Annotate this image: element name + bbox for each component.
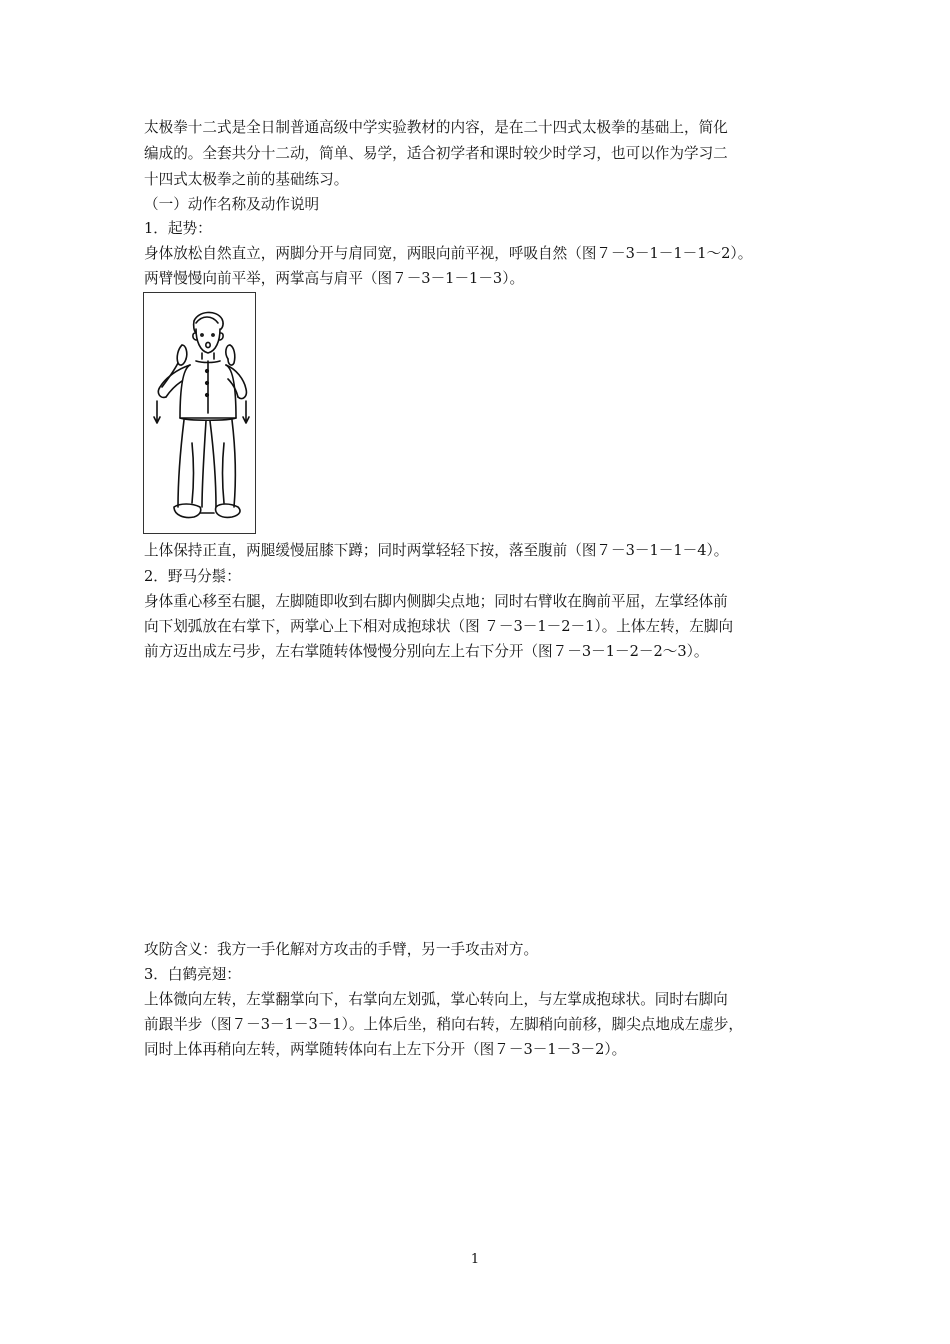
- move-2-text-line-1: 身体重心移至右腿，左脚随即收到右脚内侧脚尖点地；同时右臂收在胸前平屈，左掌经体前: [144, 593, 728, 610]
- move-3-text-line-2: 前跟半步（图７－3－1－3－1）。上体后坐，稍向右转，左脚稍向前移，脚尖点地成左虚步，: [144, 1016, 743, 1033]
- move-1-text-line-1: 身体放松自然直立，两脚分开与肩同宽，两眼向前平视，呼吸自然（图７－3－1－1－1～2）。: [144, 245, 753, 262]
- move-3-text-line-3: 同时上体再稍向左转，两掌随转体向右上左下分开（图７－3－1－3－2）。: [144, 1041, 627, 1058]
- move-2-text-line-3: 前方迈出成左弓步，左右掌随转体慢慢分别向左上右下分开（图７－3－1－2－2～3）。: [144, 643, 709, 660]
- move-2-meaning: 攻防含义：我方一手化解对方攻击的手臂，另一手攻击对方。: [144, 941, 539, 958]
- page-number: 1: [470, 1252, 480, 1267]
- move-3-heading: 3．白鹤亮翅：: [144, 966, 241, 983]
- move-1-text-line-3: 上体保持正直，两腿缓慢屈膝下蹲；同时两掌轻轻下按，落至腹前（图７－3－1－1－4）。: [144, 542, 729, 559]
- intro-line-1: 太极拳十二式是全日制普通高级中学实验教材的内容，是在二十四式太极拳的基础上，简化: [144, 119, 728, 136]
- move-2-heading: 2．野马分鬃：: [144, 568, 241, 585]
- section-heading: （一）动作名称及动作说明: [144, 196, 320, 213]
- move-1-heading: 1．起势：: [144, 220, 212, 237]
- qishi-figure-illustration: [143, 292, 256, 534]
- move-1-text-line-2: 两臂慢慢向前平举，两掌高与肩平（图７－3－1－1－3）。: [144, 270, 525, 287]
- move-3-text-line-1: 上体微向左转，左掌翻掌向下，右掌向左划弧，掌心转向上，与左掌成抱球状。同时右脚向: [144, 991, 728, 1008]
- move-2-text-line-2: 向下划弧放在右掌下，两掌心上下相对成抱球状（图 ７－3－1－2－1）。上体左转，左脚向: [144, 618, 734, 635]
- intro-line-2: 编成的。全套共分十二动，简单、易学，适合初学者和课时较少时学习，也可以作为学习二: [144, 145, 728, 162]
- intro-line-3: 十四式太极拳之前的基础练习。: [144, 171, 349, 188]
